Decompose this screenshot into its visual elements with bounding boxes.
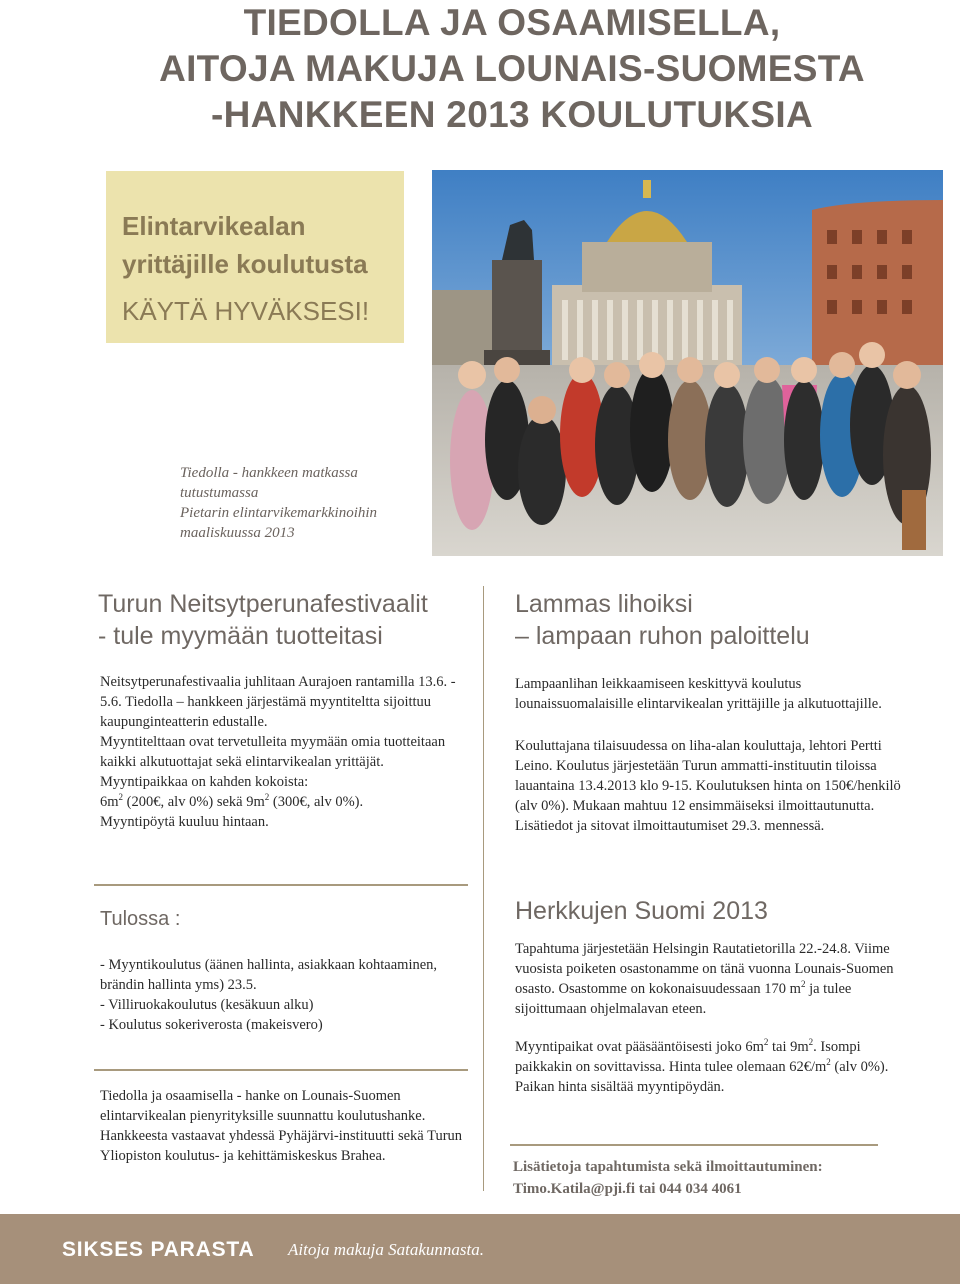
festival-paragraph-2: Myyntitelttaan ovat tervetulleita myymään omia tuotteitaan kaikki alkutuottajat sekä elintarvikealan yrittäjät. [100,734,446,770]
caption-line-3: Pietarin elintarvikemarkkinoihin [180,505,378,521]
footer-slogan: Aitoja makuja Satakunnasta. [288,1240,484,1259]
contact-line-2[interactable]: Timo.Katila@pji.fi tai 044 034 4061 [513,1181,742,1197]
page-title [0,0,960,138]
lamb-paragraph-2: Kouluttajana tilaisuudessa on liha-alan kouluttaja, lehtori Pertti Leino. Koulutus järjestetään Turun ammatti-instituutin tiloissa lauantaina 13.4.2013 klo 9-15. Koulutuksen hinta on 150€/henkilö (alv 0%). Mukaan mahtuu 12 ensimmäiseksi ilmoittautunutta. [515,738,901,814]
photo-illustration [432,170,943,556]
training-callout-box [106,171,404,343]
contact-line-1: Lisätietoja tapahtumista sekä ilmoittautuminen: [513,1159,823,1175]
upcoming-item-1: - Myyntikoulutus (äänen hallinta, asiakkaan kohtaaminen, brändin hallinta yms) 23.5. [100,957,438,993]
upcoming-item-2: - Villiruokakoulutus (kesäkuun alku) [100,997,314,1013]
lamb-paragraph-3: Lisätiedot ja sitovat ilmoittautumiset 29.3. mennessä. [515,818,825,834]
festival-paragraph-3: Myyntipaikkaa on kahden kokoista: [100,774,309,790]
herkkujen-paragraph-2: Myyntipaikat ovat pääsääntöisesti joko $6m^2$ tai $9m^2$. Isompi paikkakin on sovittavissa. Hinta tulee olemaan $62€/m^2$ (alv 0%). Paikan hinta sisältää myyntipöydän. [515,1037,889,1095]
callout-line-1: Elintarvikealan [122,211,306,241]
upcoming-heading: Tulossa : [100,908,181,930]
section-herkkujen-suomi [515,895,915,1097]
section-divider-1 [94,884,468,886]
column-divider [483,586,484,1191]
lamb-paragraph-1: Lampaanlihan leikkaamiseen keskittyvä koulutus lounaissuomalaisille elintarvikealan yrittäjille ja alkutuottajille. [515,676,882,712]
photo-caption [180,463,440,543]
callout-line-3: KÄYTÄ HYVÄKSESI! [122,296,370,326]
festival-heading-line-2: - tule myymään tuotteitasi [98,622,383,650]
section-upcoming [100,906,470,1035]
caption-line-2: tutustumassa [180,485,259,501]
festival-heading-line-1: Turun Neitsytperunafestivaalit [98,590,428,618]
title-line-3: -HANKKEEN 2013 KOULUTUKSIA [211,94,813,135]
caption-line-4: maaliskuussa 2013 [180,525,295,541]
festival-paragraph-1: Neitsytperunafestivaalia juhlitaan Aurajoen rantamilla 13.6. - 5.6. Tiedolla – hankkeen järjestämä myyntiteltta sijoittuu kaupunginteatterin edustalle. [100,674,456,730]
group-photo-st-petersburg [432,170,943,556]
caption-line-1: Tiedolla - hankkeen matkassa [180,465,358,481]
callout-line-2: yrittäjille koulutusta [122,249,368,279]
title-line-1: TIEDOLLA JA OSAAMISELLA, [243,2,781,43]
section-lamb-cutting [515,588,905,836]
section-divider-3 [510,1144,878,1146]
footer-brand-logo: SIKSES PARASTA [62,1238,255,1261]
lamb-heading-line-2: – lampaan ruhon paloittelu [515,622,810,650]
festival-paragraph-prices: $6m^2$ (200€, alv 0%) sekä $9m^2$ (300€, alv 0%). [100,792,364,810]
footer-banner [0,1214,960,1284]
section-contact [513,1156,913,1200]
about-text: Tiedolla ja osaamisella - hanke on Lounais-Suomen elintarvikealan pienyrityksille suunnattu koulutushanke. Hankkeesta vastaavat yhdessä Pyhäjärvi-instituutti sekä Turun Yliopiston koulutus- ja kehittämiskeskus Brahea. [100,1088,463,1164]
lamb-heading-line-1: Lammas lihoiksi [515,590,693,618]
title-line-2: AITOJA MAKUJA LOUNAIS-SUOMESTA [159,48,865,89]
section-about-project [100,1086,470,1166]
festival-paragraph-5: Myyntipöytä kuuluu hintaan. [100,814,269,830]
section-virgin-potato-festival [98,588,468,832]
upcoming-item-3: - Koulutus sokeriverosta (makeisvero) [100,1017,323,1033]
herkkujen-heading: Herkkujen Suomi 2013 [515,897,768,925]
section-divider-2 [94,1069,468,1071]
herkkujen-paragraph-1: Tapahtuma järjestetään Helsingin Rautatietorilla 22.-24.8. Viime vuosista poiketen osastonamme on tänä vuonna Lounais-Suomen osasto. Osastomme on kokonaisuudessaan 170 $m^2$ ja tulee sijoittumaan ohjelmalavan eteen. [515,941,894,1017]
